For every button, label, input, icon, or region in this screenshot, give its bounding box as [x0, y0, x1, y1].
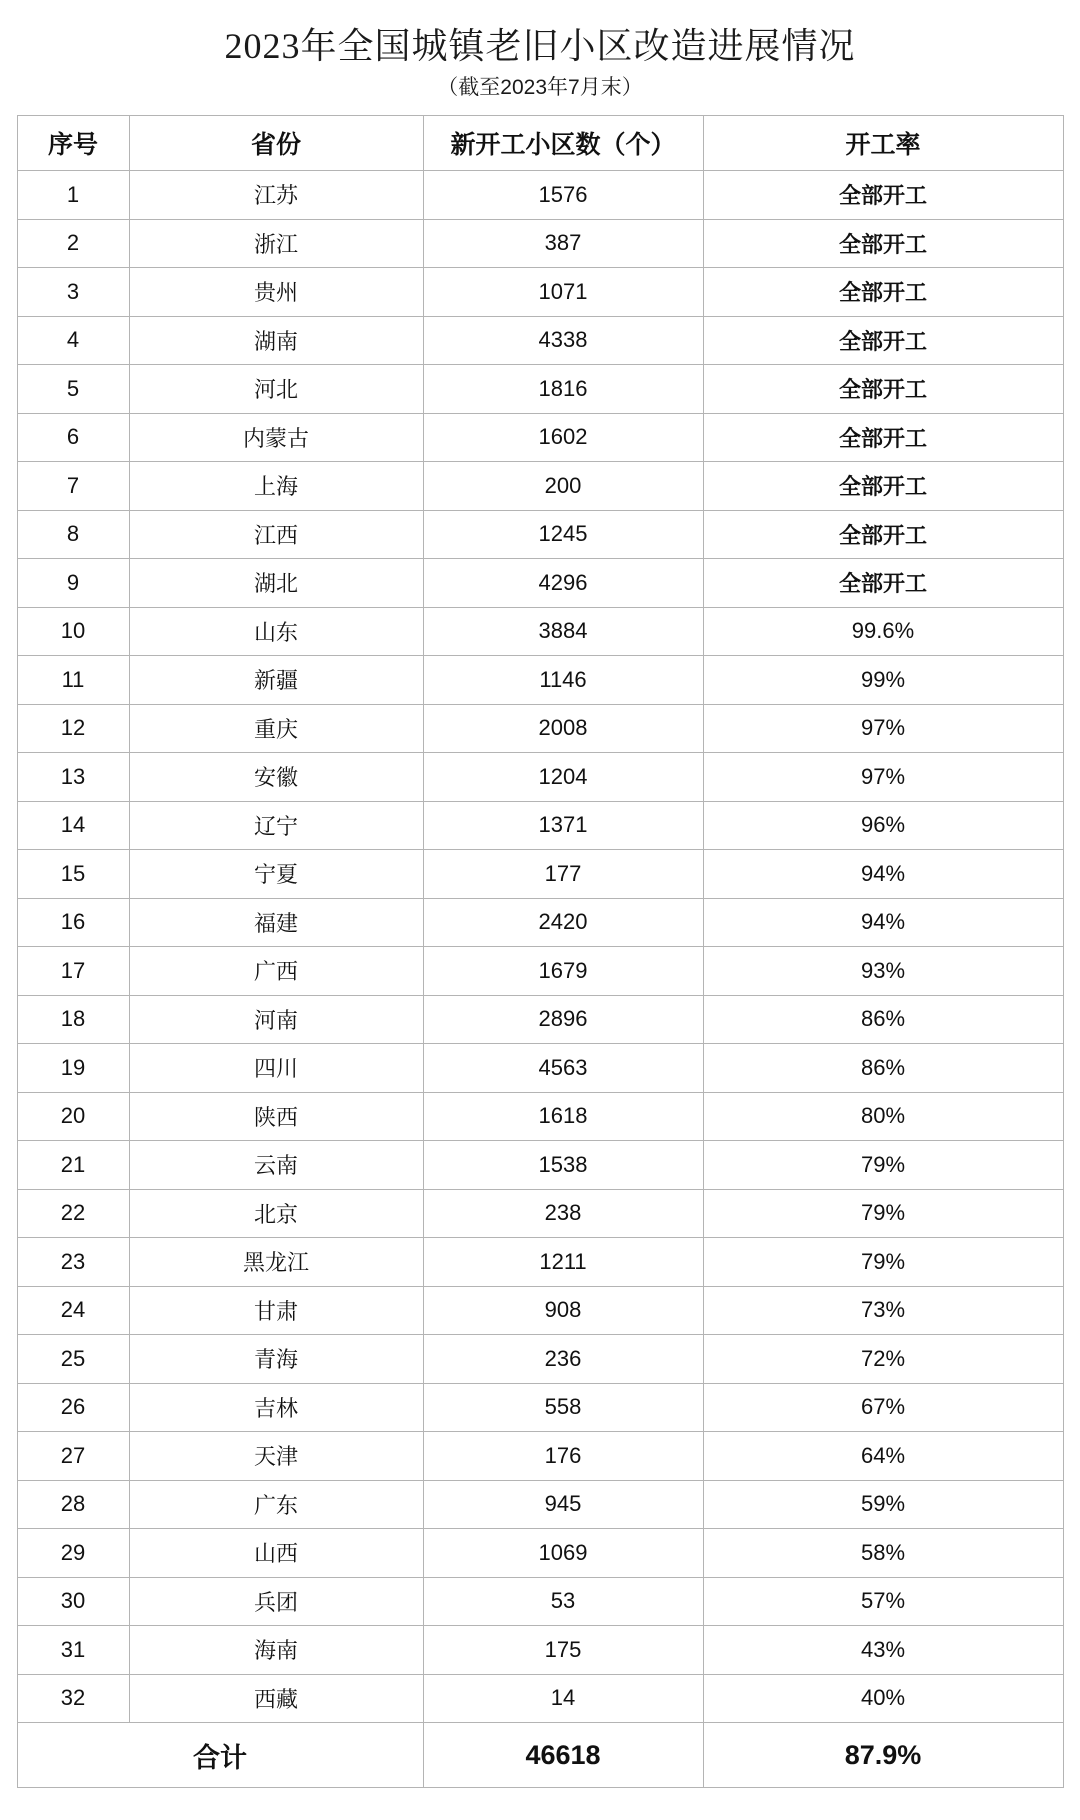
cell-index: 3: [17, 268, 129, 317]
table-row: [17, 1141, 1063, 1190]
table-row: [17, 559, 1063, 608]
cell-count: 1204: [423, 753, 703, 802]
cell-count: 2008: [423, 704, 703, 753]
cell-rate: 全部开工: [703, 171, 1063, 220]
cell-count: 2896: [423, 995, 703, 1044]
cell-rate: 79%: [703, 1238, 1063, 1287]
cell-count: 4338: [423, 316, 703, 365]
cell-count: 4563: [423, 1044, 703, 1093]
cell-province: 河北: [129, 365, 423, 414]
cell-count: 236: [423, 1335, 703, 1384]
cell-count: 176: [423, 1432, 703, 1481]
table-body: [17, 171, 1063, 1723]
cell-count: 200: [423, 462, 703, 511]
cell-index: 12: [17, 704, 129, 753]
cell-province: 四川: [129, 1044, 423, 1093]
total-count: 46618: [423, 1723, 703, 1788]
cell-rate: 93%: [703, 947, 1063, 996]
page-subtitle: （截至2023年7月末）: [437, 76, 643, 99]
table-header: [17, 116, 1063, 171]
table-row: [17, 1480, 1063, 1529]
cell-province: 山东: [129, 607, 423, 656]
cell-province: 黑龙江: [129, 1238, 423, 1287]
table-footer: [17, 1723, 1063, 1788]
cell-count: 2420: [423, 898, 703, 947]
table-row: [17, 1529, 1063, 1578]
cell-index: 7: [17, 462, 129, 511]
table-row: [17, 753, 1063, 802]
cell-count: 238: [423, 1189, 703, 1238]
cell-index: 30: [17, 1577, 129, 1626]
table-row: [17, 1238, 1063, 1287]
cell-rate: 73%: [703, 1286, 1063, 1335]
cell-index: 32: [17, 1674, 129, 1723]
cell-province: 吉林: [129, 1383, 423, 1432]
cell-province: 海南: [129, 1626, 423, 1675]
table-row: [17, 1335, 1063, 1384]
cell-index: 26: [17, 1383, 129, 1432]
cell-index: 25: [17, 1335, 129, 1384]
cell-rate: 99.6%: [703, 607, 1063, 656]
cell-index: 6: [17, 413, 129, 462]
table-row: [17, 1626, 1063, 1675]
cell-count: 1146: [423, 656, 703, 705]
cell-count: 908: [423, 1286, 703, 1335]
cell-rate: 40%: [703, 1674, 1063, 1723]
cell-count: 1816: [423, 365, 703, 414]
cell-province: 江西: [129, 510, 423, 559]
cell-index: 10: [17, 607, 129, 656]
table-row: [17, 656, 1063, 705]
table-row: [17, 219, 1063, 268]
cell-rate: 79%: [703, 1189, 1063, 1238]
cell-rate: 全部开工: [703, 219, 1063, 268]
table-row: [17, 898, 1063, 947]
cell-rate: 全部开工: [703, 413, 1063, 462]
cell-index: 1: [17, 171, 129, 220]
table-row: [17, 1044, 1063, 1093]
column-header-index: 序号: [17, 116, 129, 171]
cell-count: 1069: [423, 1529, 703, 1578]
cell-count: 945: [423, 1480, 703, 1529]
cell-province: 浙江: [129, 219, 423, 268]
cell-rate: 72%: [703, 1335, 1063, 1384]
cell-count: 1245: [423, 510, 703, 559]
cell-index: 24: [17, 1286, 129, 1335]
column-header-count: 新开工小区数（个）: [423, 116, 703, 171]
cell-count: 387: [423, 219, 703, 268]
cell-rate: 99%: [703, 656, 1063, 705]
cell-province: 湖北: [129, 559, 423, 608]
cell-index: 29: [17, 1529, 129, 1578]
table-row: [17, 1286, 1063, 1335]
cell-rate: 79%: [703, 1141, 1063, 1190]
cell-province: 甘肃: [129, 1286, 423, 1335]
cell-count: 1679: [423, 947, 703, 996]
cell-province: 河南: [129, 995, 423, 1044]
cell-index: 18: [17, 995, 129, 1044]
cell-count: 1576: [423, 171, 703, 220]
cell-index: 17: [17, 947, 129, 996]
cell-rate: 全部开工: [703, 510, 1063, 559]
cell-index: 21: [17, 1141, 129, 1190]
cell-province: 广西: [129, 947, 423, 996]
table-row: [17, 1383, 1063, 1432]
table-row: [17, 316, 1063, 365]
table-row: [17, 850, 1063, 899]
cell-index: 16: [17, 898, 129, 947]
cell-province: 北京: [129, 1189, 423, 1238]
table-row: [17, 1092, 1063, 1141]
cell-index: 19: [17, 1044, 129, 1093]
table-row: [17, 510, 1063, 559]
cell-rate: 97%: [703, 704, 1063, 753]
cell-rate: 58%: [703, 1529, 1063, 1578]
cell-province: 广东: [129, 1480, 423, 1529]
column-header-province: 省份: [129, 116, 423, 171]
cell-count: 14: [423, 1674, 703, 1723]
total-label: 合计: [17, 1723, 423, 1788]
cell-count: 53: [423, 1577, 703, 1626]
cell-province: 天津: [129, 1432, 423, 1481]
cell-count: 1538: [423, 1141, 703, 1190]
cell-rate: 64%: [703, 1432, 1063, 1481]
cell-province: 江苏: [129, 171, 423, 220]
cell-province: 安徽: [129, 753, 423, 802]
cell-count: 4296: [423, 559, 703, 608]
cell-count: 1211: [423, 1238, 703, 1287]
cell-rate: 全部开工: [703, 559, 1063, 608]
cell-index: 23: [17, 1238, 129, 1287]
table-header-row: [17, 116, 1063, 171]
cell-province: 辽宁: [129, 801, 423, 850]
cell-index: 9: [17, 559, 129, 608]
cell-rate: 80%: [703, 1092, 1063, 1141]
table-row: [17, 1577, 1063, 1626]
total-rate: 87.9%: [703, 1723, 1063, 1788]
cell-rate: 全部开工: [703, 316, 1063, 365]
cell-province: 湖南: [129, 316, 423, 365]
cell-rate: 97%: [703, 753, 1063, 802]
table-row: [17, 462, 1063, 511]
cell-province: 西藏: [129, 1674, 423, 1723]
cell-rate: 全部开工: [703, 365, 1063, 414]
cell-province: 云南: [129, 1141, 423, 1190]
page-title: 2023年全国城镇老旧小区改造进展情况: [224, 26, 856, 66]
cell-province: 宁夏: [129, 850, 423, 899]
cell-index: 15: [17, 850, 129, 899]
cell-province: 内蒙古: [129, 413, 423, 462]
table-row: [17, 801, 1063, 850]
cell-rate: 94%: [703, 898, 1063, 947]
cell-index: 4: [17, 316, 129, 365]
cell-index: 2: [17, 219, 129, 268]
cell-count: 558: [423, 1383, 703, 1432]
cell-count: 1371: [423, 801, 703, 850]
cell-rate: 全部开工: [703, 268, 1063, 317]
table-row: [17, 268, 1063, 317]
cell-rate: 67%: [703, 1383, 1063, 1432]
cell-count: 177: [423, 850, 703, 899]
cell-index: 27: [17, 1432, 129, 1481]
table-row: [17, 1432, 1063, 1481]
cell-index: 11: [17, 656, 129, 705]
cell-province: 陕西: [129, 1092, 423, 1141]
cell-rate: 86%: [703, 1044, 1063, 1093]
cell-count: 1618: [423, 1092, 703, 1141]
cell-index: 20: [17, 1092, 129, 1141]
cell-count: 1602: [423, 413, 703, 462]
cell-index: 13: [17, 753, 129, 802]
cell-index: 22: [17, 1189, 129, 1238]
cell-count: 175: [423, 1626, 703, 1675]
cell-rate: 43%: [703, 1626, 1063, 1675]
cell-rate: 全部开工: [703, 462, 1063, 511]
cell-province: 福建: [129, 898, 423, 947]
cell-index: 28: [17, 1480, 129, 1529]
cell-count: 3884: [423, 607, 703, 656]
table-row: [17, 171, 1063, 220]
cell-province: 贵州: [129, 268, 423, 317]
table-row: [17, 365, 1063, 414]
cell-rate: 86%: [703, 995, 1063, 1044]
table-row: [17, 704, 1063, 753]
cell-rate: 59%: [703, 1480, 1063, 1529]
column-header-rate: 开工率: [703, 116, 1063, 171]
table-row: [17, 413, 1063, 462]
table-row: [17, 1189, 1063, 1238]
table-row: [17, 995, 1063, 1044]
cell-count: 1071: [423, 268, 703, 317]
renovation-progress-table: [17, 115, 1064, 1788]
cell-rate: 57%: [703, 1577, 1063, 1626]
cell-index: 8: [17, 510, 129, 559]
cell-province: 青海: [129, 1335, 423, 1384]
cell-rate: 96%: [703, 801, 1063, 850]
table-row: [17, 947, 1063, 996]
cell-index: 31: [17, 1626, 129, 1675]
cell-province: 上海: [129, 462, 423, 511]
cell-province: 重庆: [129, 704, 423, 753]
cell-province: 新疆: [129, 656, 423, 705]
table-row: [17, 607, 1063, 656]
cell-rate: 94%: [703, 850, 1063, 899]
cell-index: 5: [17, 365, 129, 414]
table-row: [17, 1674, 1063, 1723]
cell-province: 山西: [129, 1529, 423, 1578]
table-total-row: [17, 1723, 1063, 1788]
cell-province: 兵团: [129, 1577, 423, 1626]
cell-index: 14: [17, 801, 129, 850]
